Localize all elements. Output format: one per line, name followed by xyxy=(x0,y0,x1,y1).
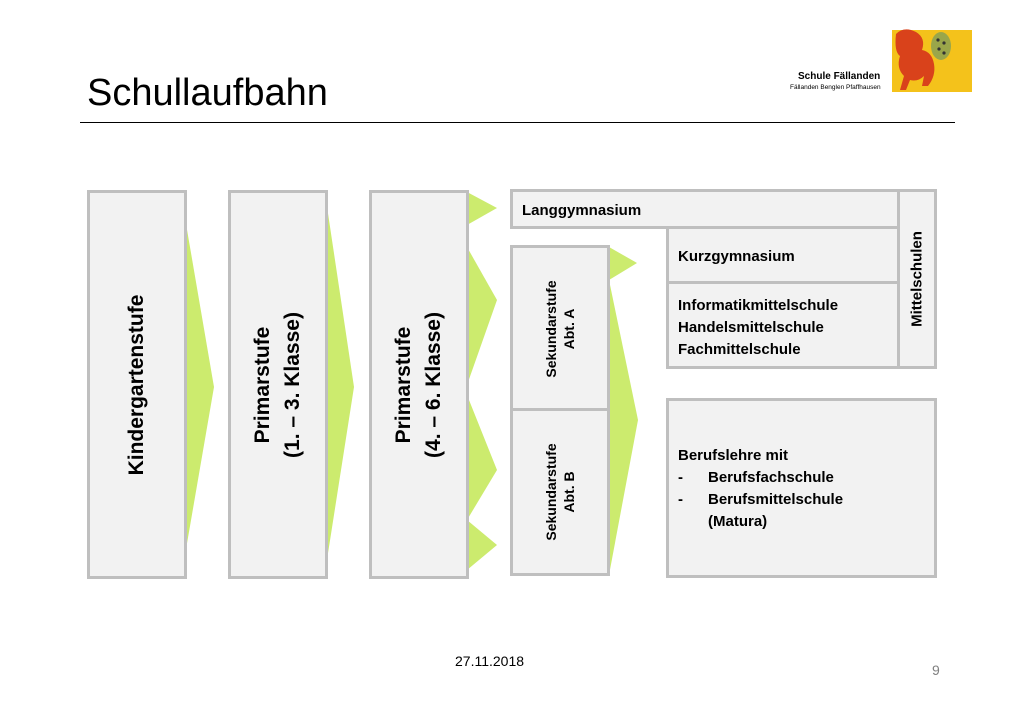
other-school-item: Informatikmittelschule xyxy=(678,297,839,314)
mittelschulen-label: Mittelschulen xyxy=(908,231,926,327)
sek-b-line2: Abt. B xyxy=(561,471,577,513)
stage-kindergarten xyxy=(87,190,187,579)
stage-sek-a xyxy=(510,245,610,413)
other-schools-list xyxy=(678,295,838,361)
kurzgymnasium-label: Kurzgymnasium xyxy=(678,248,795,265)
stage-kindergarten-label: Kindergartenstufe xyxy=(125,294,148,475)
langgymnasium-label: Langgymnasium xyxy=(522,202,642,219)
page-number: 9 xyxy=(932,662,940,678)
arrow-primar2 xyxy=(467,192,497,225)
other-school-item: Fachmittelschule xyxy=(678,341,801,358)
berufslehre-heading: Berufslehre mit xyxy=(678,447,789,464)
arrow-primar2-mid xyxy=(467,247,497,385)
berufslehre-item xyxy=(678,489,843,511)
footer-date: 27.11.2018 xyxy=(455,653,525,669)
other-schools-box xyxy=(666,281,900,369)
sek-a-line1: Sekundarstufe xyxy=(543,280,559,378)
stage-primar-1-3-label xyxy=(248,312,308,458)
logo-name: Schule Fällanden xyxy=(798,71,881,82)
other-school-item: Handelsmittelschule xyxy=(678,319,824,336)
sek-a-label xyxy=(542,280,578,377)
kurzgymnasium-box xyxy=(666,226,900,284)
stage-primar-4-6 xyxy=(369,190,469,579)
stage-primar-1-3 xyxy=(228,190,328,579)
arrow-kindergarten xyxy=(185,218,214,555)
arrow-sek-top xyxy=(609,247,637,280)
berufslehre-item-text: Berufsmittelschule xyxy=(708,491,844,508)
arrow-primar2-low xyxy=(467,395,497,520)
page-title: Schullaufbahn xyxy=(87,72,328,114)
primar-4-6-line2: (4. – 6. Klasse) xyxy=(422,311,445,458)
logo-subtitle: Fällanden Benglen Pfaffhausen xyxy=(790,84,881,91)
stage-primar-4-6-label xyxy=(389,312,449,458)
langgymnasium-box xyxy=(510,189,900,229)
primar-4-6-line1: Primarstufe xyxy=(392,326,415,443)
primar-1-3-line2: (1. – 3. Klasse) xyxy=(281,311,304,458)
arrow-primar1 xyxy=(326,200,354,566)
sek-b-line1: Sekundarstufe xyxy=(543,443,559,541)
mittelschulen-box xyxy=(897,189,937,369)
arrow-primar2-bottom xyxy=(467,520,497,570)
sek-a-line2: Abt. A xyxy=(561,308,577,350)
arrow-sek xyxy=(609,280,638,575)
berufslehre-text xyxy=(678,445,843,533)
primar-1-3-line1: Primarstufe xyxy=(251,326,274,443)
bullet: - xyxy=(678,491,683,508)
berufslehre-item-text: (Matura) xyxy=(708,513,768,530)
sek-b-label xyxy=(542,443,578,540)
berufslehre-item xyxy=(678,511,843,533)
bullet: - xyxy=(678,469,683,486)
stage-sek-b xyxy=(510,408,610,576)
berufslehre-item-text: Berufsfachschule xyxy=(708,469,834,486)
berufslehre-item xyxy=(678,467,843,489)
berufslehre-box xyxy=(666,398,937,578)
